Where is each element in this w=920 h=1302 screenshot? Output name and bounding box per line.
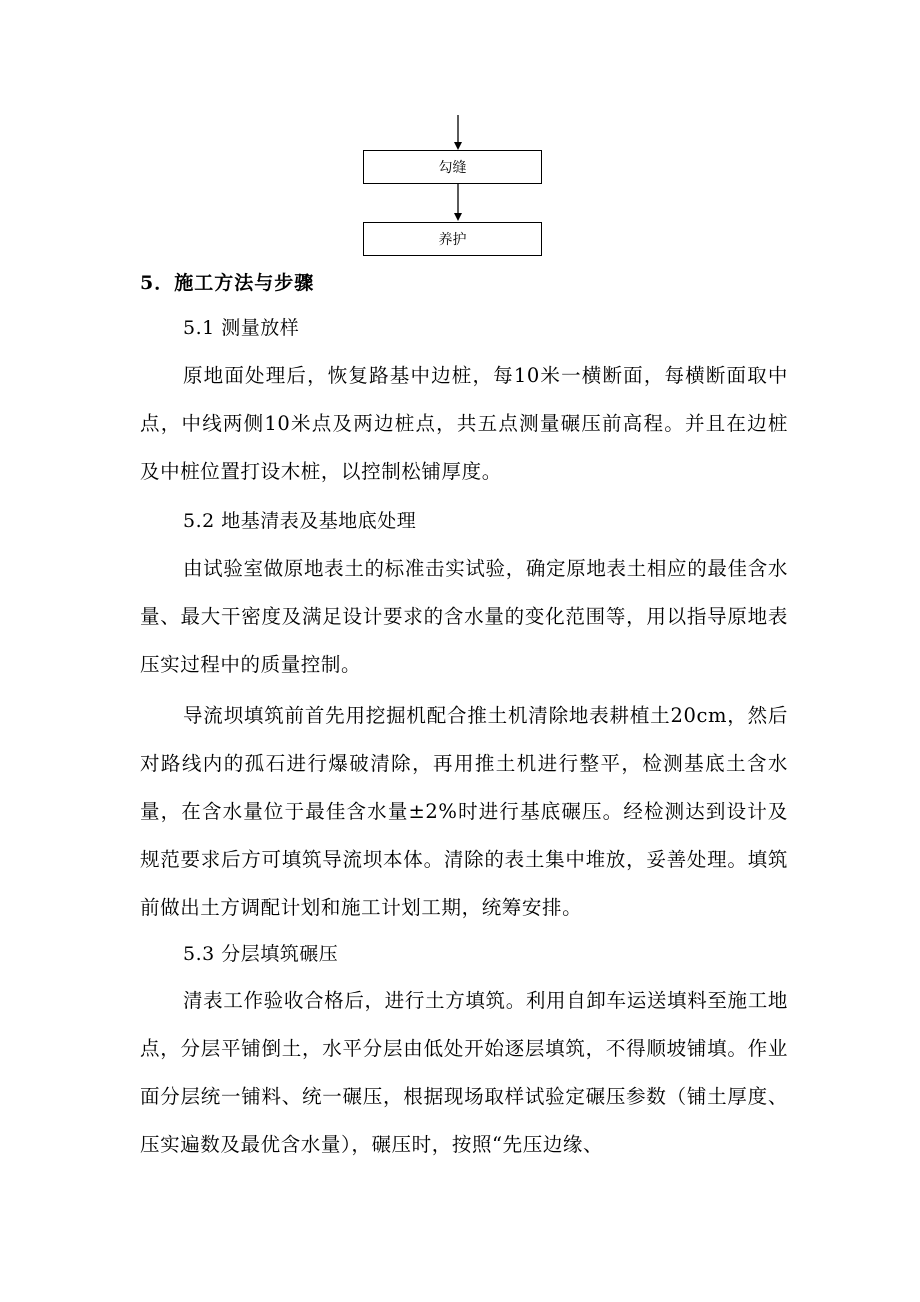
paragraph-layered-fill: 清表工作验收合格后，进行土方填筑。利用自卸车运送填料至施工地点，分层平铺倒土，水平分层由低处开始逐层填筑，不得顺坡铺填。作业面分层统一铺料、统一碾压，根据现场取样试验定碾压参数（铺土厚度、压实遍数及最优含水量），碾压时，按照“先压边缘、 [140,989,788,1156]
paragraph-compaction-test: 由试验室做原地表土的标准击实试验，确定原地表土相应的最佳含水量、最大干密度及满足设计要求的含水量的变化范围等，用以指导原地表压实过程中的质量控制。 [140,557,788,676]
flowchart [0,0,920,270]
flow-step-curing [363,222,542,256]
subsection-title-foundation: 5.2 地基清表及基地底处理 [183,510,417,532]
paragraph-surveying: 原地面处理后，恢复路基中边桩，每10米一横断面，每横断面取中点，中线两侧10米点及两边桩点，共五点测量碾压前高程。并且在边桩及中桩位置打设木桩，以控制松铺厚度。 [140,364,788,483]
subsection-title-surveying: 5.1 测量放样 [183,317,300,339]
flow-step-pointing [363,150,542,184]
section-heading: 5．施工方法与步骤 [140,272,315,294]
flow-step-curing-label: 养护 [438,232,467,248]
arrowhead-2 [454,213,462,221]
subsection-title-layered-fill: 5.3 分层填筑碾压 [183,943,339,965]
paragraph-clearing: 导流坝填筑前首先用挖掘机配合推土机清除地表耕植土20cm，然后对路线内的孤石进行爆破清除，再用推土机进行整平，检测基底土含水量，在含水量位于最佳含水量±2%时进行基底碾压。经检测达到设计及规范要求后方可填筑导流坝本体。清除的表土集中堆放，妥善处理。填筑前做出土方调配计划和施工计划工期，统筹安排。 [140,704,788,919]
arrowhead-1 [454,142,462,150]
flow-step-pointing-label: 勾缝 [438,160,467,176]
